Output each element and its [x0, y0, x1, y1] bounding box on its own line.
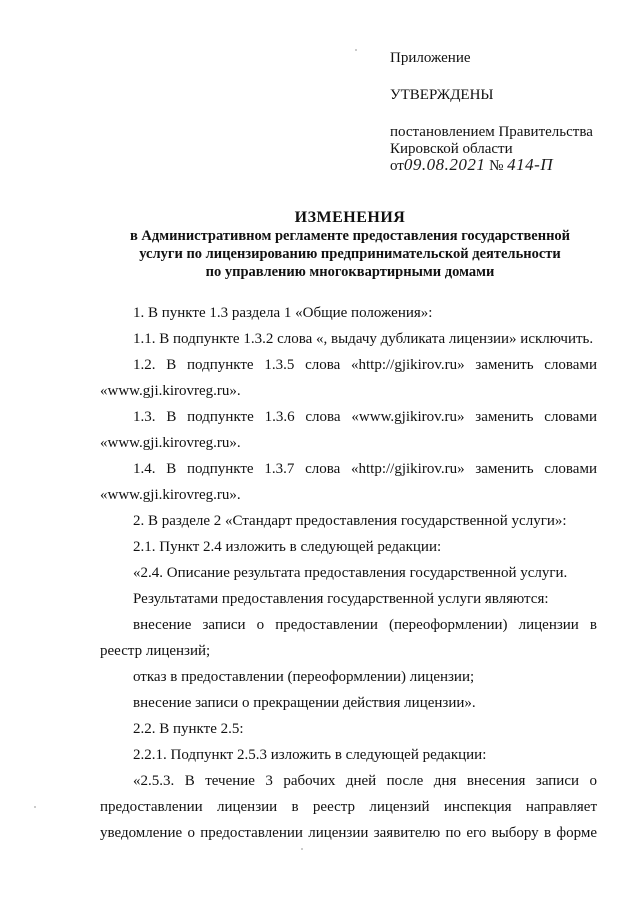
paragraph: «2.5.3. В течение 3 рабочих дней после дня внесения записи о предоставлении лицензии в реестр лицензий инспекция направляет уведомление о предоставлении лицензии заявителю по его выбору в форме [100, 773, 597, 841]
paragraph: 2.2. В пункте 2.5: [133, 721, 244, 737]
title-line-3: по управлению многоквартирными домами [205, 264, 495, 280]
paragraph: 1. В пункте 1.3 раздела 1 «Общие положения»: [133, 305, 433, 321]
date-prefix: от [390, 158, 404, 174]
title-main: ИЗМЕНЕНИЯ [294, 209, 406, 226]
appendix-label: Приложение [390, 50, 471, 66]
paragraph: внесение записи о предоставлении (переоформлении) лицензии в реестр лицензий; [100, 617, 597, 659]
paragraph: «2.4. Описание результата предоставления государственной услуги. [133, 565, 568, 581]
decree-line-2: Кировской области [390, 141, 513, 157]
paragraph: отказ в предоставлении (переоформлении) лицензии; [133, 669, 475, 685]
paragraph: Результатами предоставления государственной услуги являются: [133, 591, 549, 607]
number-label: № [489, 158, 504, 174]
scan-speck [34, 806, 36, 808]
paragraph: внесение записи о прекращении действия лицензии». [133, 695, 476, 711]
handwritten-number: 414-П [507, 155, 554, 174]
title-line-1: в Административном регламенте предоставления государственной [129, 228, 571, 244]
paragraph: 2. В разделе 2 «Стандарт предоставления государственной услуги»: [133, 513, 567, 529]
decree-line-1: постановлением Правительства [390, 124, 593, 140]
paragraph: 2.1. Пункт 2.4 изложить в следующей редакции: [133, 539, 442, 555]
decree-date-number [390, 156, 553, 175]
paragraph: 1.1. В подпункте 1.3.2 слова «, выдачу дубликата лицензии» исключить. [133, 331, 594, 347]
title-line-2: услуги по лицензированию предпринимательской деятельности [139, 246, 561, 262]
scan-speck [355, 49, 357, 51]
handwritten-date: 09.08.2021 [403, 155, 486, 174]
document-body [100, 300, 597, 846]
approved-label: УТВЕРЖДЕНЫ [390, 87, 494, 103]
scan-speck [301, 848, 303, 850]
paragraph: 2.2.1. Подпункт 2.5.3 изложить в следующей редакции: [133, 747, 487, 763]
paragraph: 1.3. В подпункте 1.3.6 слова «www.gjikirov.ru» заменить словами «www.gji.kirovreg.ru». [100, 409, 597, 451]
paragraph: 1.2. В подпункте 1.3.5 слова «http://gjikirov.ru» заменить словами «www.gji.kirovreg.ru». [100, 357, 597, 399]
document-title [100, 209, 600, 281]
paragraph: 1.4. В подпункте 1.3.7 слова «http://gjikirov.ru» заменить словами «www.gji.kirovreg.ru». [100, 461, 597, 503]
